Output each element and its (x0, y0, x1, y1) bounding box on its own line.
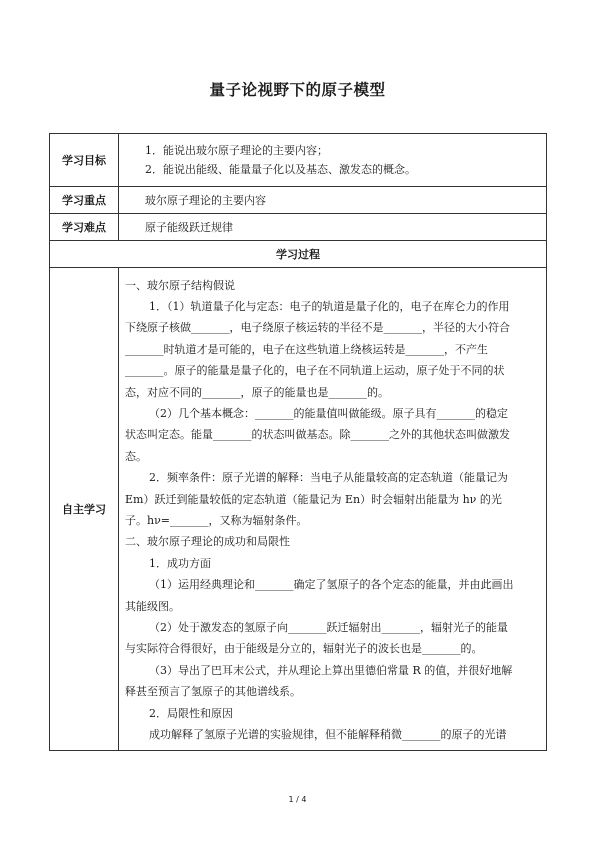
text-line: Em）跃迁到能量较低的定态轨道（能量记为 En）时会辐射出能量为 hν 的光 (125, 492, 502, 506)
key-points-label: 学习重点 (50, 187, 119, 214)
text-line: 下绕原子核做_______，电子绕原子核运转的半径不是_______，半径的大小符合 (125, 321, 510, 335)
difficulties-text: 原子能级跃迁规律 (119, 214, 547, 241)
key-points-text: 玻尔原子理论的主要内容 (119, 187, 547, 214)
text-line: 释甚至预言了氢原子的其他谱线系。 (125, 685, 301, 699)
process-header-row (50, 241, 547, 268)
section-heading: 一、玻尔原子结构假说 (125, 278, 235, 292)
process-header: 学习过程 (50, 241, 547, 268)
difficulties-label: 学习难点 (50, 214, 119, 241)
difficulties-row (50, 214, 547, 241)
text-line: 其能级图。 (125, 599, 180, 613)
text-line: _______时轨道才是可能的，电子在这些轨道上绕核运转是_______，不产生 (125, 342, 488, 356)
key-points-row (50, 187, 547, 214)
objective-item: 1．能说出玻尔原子理论的主要内容； (145, 144, 328, 157)
section-heading: 二、玻尔原子理论的成功和局限性 (125, 535, 290, 549)
text-line: （2）几个基本概念：_______的能量值叫做能级。原子具有_______的稳定 (149, 407, 508, 421)
text-line: 2．频率条件：原子光谱的解释：当电子从能量较高的定态轨道（能量记为 (149, 471, 508, 485)
text-line: （2）处于激发态的氢原子向_______跃迁辐射出_______，辐射光子的能量 (149, 620, 508, 634)
text-line: 与实际符合得很好，由于能级是分立的，辐射光子的波长也是_______的。 (125, 642, 483, 656)
text-line: （3）导出了巴耳末公式，并从理论上算出里德伯常量 R 的值，并很好地解 (149, 663, 513, 677)
self-study-content (119, 268, 547, 751)
objectives-label: 学习目标 (50, 134, 119, 187)
text-line: 成功解释了氢原子光谱的实验规律，但不能解释稍微_______的原子的光谱 (149, 727, 507, 741)
objective-item: 2．能说出能级、能量量子化以及基态、激发态的概念。 (145, 163, 416, 176)
text-line: （1）运用经典理论和_______确定了氢原子的各个定态的能量，并由此画出 (149, 578, 514, 592)
text-line: _______。原子的能量是量子化的，电子在不同轨道上运动，原子处于不同的状 (125, 364, 505, 378)
text-line: 状态叫定态。能量_______的状态叫做基态。除_______之外的其他状态叫做激发 (125, 428, 510, 442)
subsection-heading: 1．成功方面 (149, 556, 211, 570)
study-plan-table (49, 133, 547, 751)
text-line: 1．（1）轨道量子化与定态：电子的轨道是量子化的，电子在库仑力的作用 (149, 300, 510, 314)
page-title: 量子论视野下的原子模型 (209, 81, 386, 99)
objectives-row (50, 134, 547, 187)
text-line: 子。hν=_______，又称为辐射条件。 (125, 514, 308, 527)
page-number: 1 / 4 (288, 795, 307, 804)
self-study-row (50, 268, 547, 751)
objectives-content (119, 134, 547, 187)
text-line: 态。 (125, 449, 147, 463)
text-line: 态，对应不同的_______，原子的能量也是_______的。 (125, 385, 389, 399)
subsection-heading: 2．局限性和原因 (149, 706, 233, 720)
self-study-label: 自主学习 (50, 268, 119, 751)
